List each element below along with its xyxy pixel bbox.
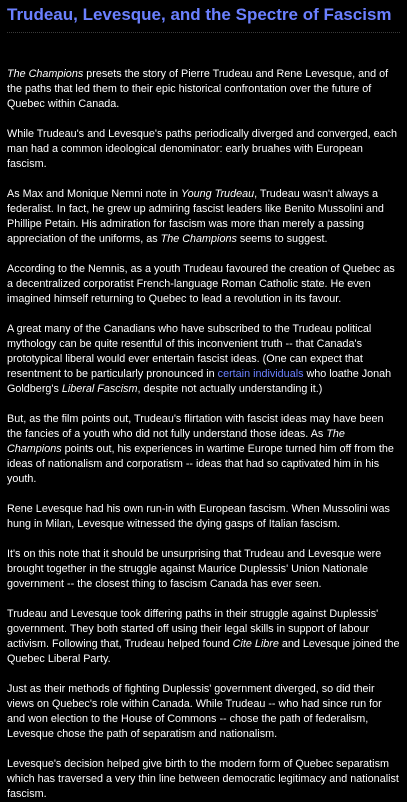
- book-title: Young Trudeau: [181, 188, 255, 200]
- paragraph-8: It's on this note that it should be unsurprising that Trudeau and Levesque were brought together in the struggle against Maurice Duplessis' Union Nationale government -- the closest thing to fascism Canada has ever seen.: [7, 548, 382, 590]
- publication-title: Cite Libre: [232, 638, 279, 650]
- paragraph-9: Trudeau and Levesque took differing paths in their struggle against Duplessis' government. They both started off using their legal skills in support of labour activism. Following that, Trudeau helped found Cite Libre and Levesque joined the Quebec Liberal Party.: [7, 608, 400, 665]
- paragraph-3: As Max and Monique Nemni note in Young Trudeau, Trudeau wasn't always a federalist. In fact, he grew up admiring fascist leaders like Benito Mussolini and Phillipe Petain. His admiration for fascism was more than merely a passing appreciation of the uniforms, as The Champions seems to suggest.: [7, 188, 384, 245]
- post-body: [7, 67, 400, 802]
- paragraph-5: A great many of the Canadians who have subscribed to the Trudeau political mythology can be quite resentful of this inconvenient truth -- that Canada's prototypical liberal would ever entertain fascist ideas. (One can expect that resentment to be particularly pronounced in certain individuals who loathe Jonah Goldberg's Liberal Fascism, despite not actually understanding it.): [7, 323, 392, 395]
- film-title: The Champions: [7, 428, 345, 455]
- paragraph-7: Rene Levesque had his own run-in with European fascism. When Mussolini was hung in Milan, Levesque witnessed the dying gasps of Italian fascism.: [7, 503, 390, 530]
- paragraph-11: Levesque's decision helped give birth to the modern form of Quebec separatism which has traversed a very thin line between democratic legitimacy and nationalist fascism.: [7, 758, 399, 800]
- paragraph-4: According to the Nemnis, as a youth Trudeau favoured the creation of Quebec as a decentralized corporatist French-language Roman Catholic state. He even imagined himself returning to Quebec to lead a revolution in its favour.: [7, 263, 395, 305]
- paragraph-1: The Champions presets the story of Pierre Trudeau and Rene Levesque, and of the paths that led them to their epic historical confrontation over the future of Quebec within Canada.: [7, 68, 389, 110]
- book-title: Liberal Fascism: [61, 383, 138, 395]
- paragraph-2: While Trudeau's and Levesque's paths periodically diverged and converged, each man had a common ideological denominator: early bruahes with European fascism.: [7, 128, 398, 170]
- post-title: Trudeau, Levesque, and the Spectre of Fascism: [7, 4, 400, 33]
- certain-individuals-link[interactable]: certain individuals: [217, 368, 304, 380]
- paragraph-6: But, as the film points out, Trudeau's flirtation with fascist ideas may have been the fancies of a youth who did not fully understand those ideas. As The Champions points out, his experiences in wartime Europe turned him off from the ideas of nationalism and corporatism -- ideas that had so captivated him in his youth.: [7, 413, 394, 485]
- film-title: The Champions: [160, 233, 237, 245]
- paragraph-10: Just as their methods of fighting Duplessis' government diverged, so did their views on Quebec's role within Canada. While Trudeau -- who had since run for and won election to the House of Commons -- chose the path of federalism, Levesque chose the path of separatism and nationalism.: [7, 683, 382, 740]
- film-title: The Champions: [7, 68, 84, 80]
